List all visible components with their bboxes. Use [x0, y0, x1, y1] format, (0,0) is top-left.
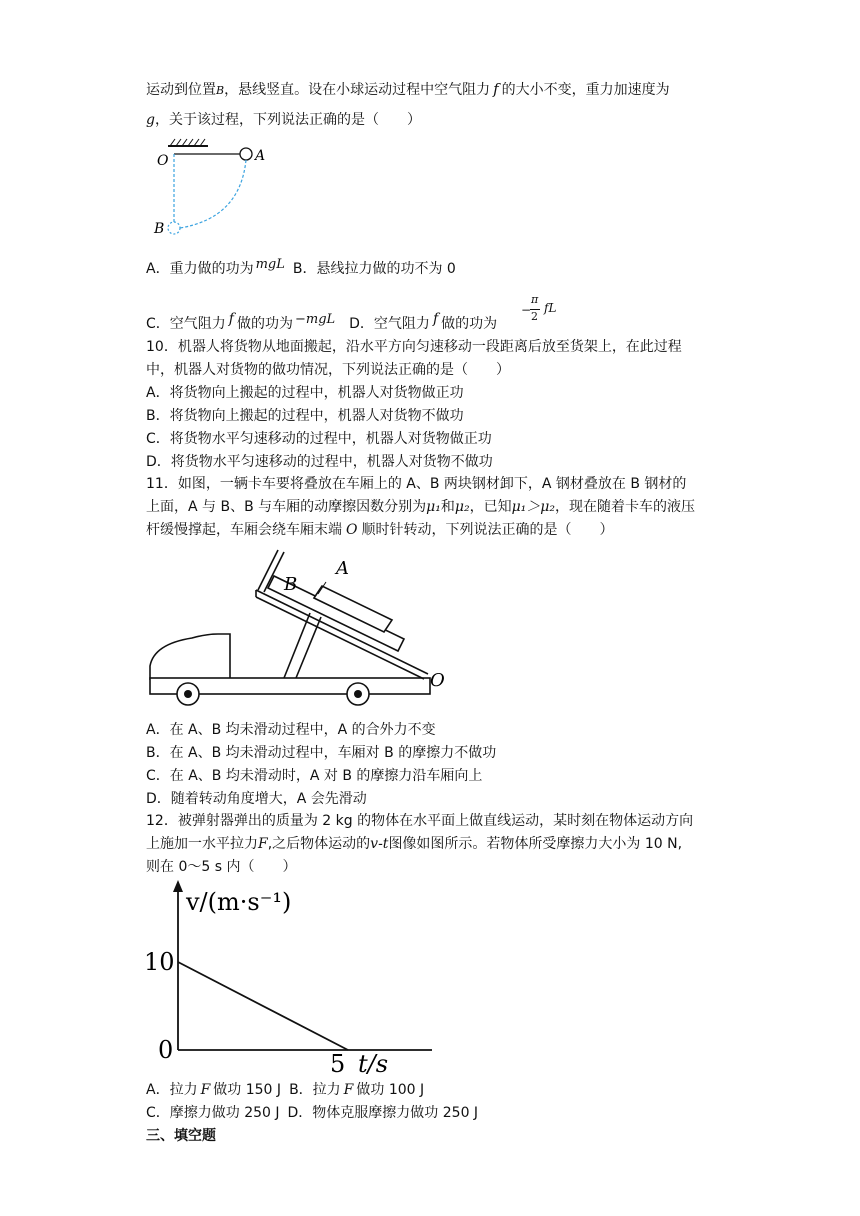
symbol-mu2: μ₂	[454, 499, 470, 515]
option-B: B．拉力	[289, 1082, 341, 1098]
text: ，已知	[469, 499, 512, 515]
text: ，关于该过程，下列说法正确的是（ ）	[154, 112, 421, 128]
text: 运动到位置	[146, 82, 216, 98]
q11-option-A: A．在 A、B 均未滑动过程中，A 的合外力不变	[146, 722, 436, 738]
text: 上面，A 与 B、B 与车厢的动摩擦因数分别为	[146, 499, 427, 515]
option-A: A．拉力	[146, 1082, 198, 1098]
text: 做的功为	[441, 316, 498, 332]
q10-option-A: A．将货物向上搬起的过程中，机器人对货物做正功	[146, 385, 464, 401]
option-B: B．悬线拉力做的功不为 0	[292, 261, 456, 277]
q12-stem-line-3: 则在 0～5 s 内（ ）	[146, 859, 297, 875]
y-axis-label: v/(m·s⁻¹)	[186, 888, 292, 916]
y-axis-arrow	[173, 880, 183, 892]
text: ，悬线竖直。设在小球运动过程中空气阻力	[224, 82, 491, 98]
truck-cab	[150, 634, 230, 680]
pendulum-figure	[140, 138, 280, 242]
arc-path	[180, 160, 246, 228]
option-D: D．物体克服摩擦力做功 250 J	[287, 1105, 479, 1121]
text: 上施加一水平拉力	[146, 836, 258, 852]
label-B: B	[154, 221, 165, 237]
q12-options-CD	[146, 1103, 478, 1123]
label-A: A	[255, 148, 266, 164]
text: ，现在随着卡车的液压	[555, 499, 695, 515]
q11-stem-line-3	[146, 520, 613, 540]
q11-option-B: B．在 A、B 均未滑动过程中，车厢对 B 的摩擦力不做功	[146, 745, 497, 761]
q11-option-D: D．随着转动角度增大，A 会先滑动	[146, 791, 367, 807]
q10-stem-line-1: 10．机器人将货物从地面搬起，沿水平方向匀速移动一段距离后放至货架上，在此过程	[146, 339, 682, 355]
q10-option-B: B．将货物向上搬起的过程中，机器人对货物不做功	[146, 408, 464, 424]
text: 和	[440, 499, 455, 515]
ceiling-hatch	[170, 139, 205, 146]
math-fraction-D	[521, 293, 581, 332]
text: 杆缓慢撑起，车厢会绕车厢末端	[146, 522, 342, 538]
q11-stem-line-2	[146, 497, 695, 517]
label-A: A	[336, 558, 349, 579]
q9-stem-line-2	[146, 110, 421, 130]
option-D: D．空气阻力	[349, 316, 430, 332]
math-mgL: mgL	[255, 257, 285, 272]
q12-stem-line-2	[146, 834, 682, 854]
label-O: O	[430, 670, 445, 691]
symbol-f: f	[493, 80, 499, 98]
symbol-O: O	[346, 522, 358, 538]
q12-options-AB	[146, 1080, 424, 1100]
x-tick-label: 5	[330, 1050, 346, 1078]
text: 做功 100 J	[356, 1082, 425, 1098]
wheel-rear-hub	[354, 690, 362, 698]
ball-A	[240, 148, 252, 160]
symbol-vt: v-t	[370, 836, 389, 852]
math-fL: fL	[544, 301, 557, 315]
q10-option-C: C．将货物水平匀速移动的过程中，机器人对货物做正功	[146, 431, 492, 447]
fraction-denominator: 2	[531, 310, 538, 323]
option-C: C．摩擦力做功 250 J	[146, 1105, 280, 1121]
q9-options-CD	[146, 311, 498, 335]
origin-label: 0	[158, 1036, 174, 1064]
option-A: A．重力做的功为	[146, 261, 254, 277]
minus-sign: −	[521, 303, 532, 317]
symbol-g: g	[146, 112, 155, 128]
q12-stem-line-1: 12．被弹射器弹出的质量为 2 kg 的物体在水平面上做直线运动，某时刻在物体运动方向	[146, 813, 694, 829]
q9-options-AB	[146, 259, 456, 280]
text: 的大小不变，重力加速度为	[501, 82, 670, 98]
symbol-f: f	[228, 311, 234, 327]
symbol-F: F	[258, 836, 268, 852]
text: ,之后物体运动的	[267, 836, 371, 852]
symbol-F: F	[200, 1082, 211, 1098]
truck-figure	[146, 548, 456, 708]
symbol-B: B	[216, 84, 225, 97]
symbol-f: f	[432, 311, 439, 327]
fraction-numerator: π	[531, 293, 539, 306]
y-tick-label: 10	[144, 948, 175, 976]
symbol-F: F	[343, 1082, 354, 1098]
label-O: O	[157, 153, 169, 169]
vt-line	[178, 962, 348, 1050]
text: 顺时针转动，下列说法正确的是（ ）	[361, 522, 614, 538]
relation-mu: μ₁＞μ₂	[511, 499, 555, 515]
text: 图像如图所示。若物体所受摩擦力大小为 10 N,	[388, 836, 683, 852]
label-B: B	[284, 574, 298, 595]
section-title: 三、填空题	[146, 1128, 216, 1144]
vt-chart	[140, 878, 450, 1078]
q11-option-C: C．在 A、B 均未滑动时，A 对 B 的摩擦力沿车厢向上	[146, 768, 483, 784]
text: 做功 150 J	[213, 1082, 282, 1098]
q9-stem-line-1	[146, 79, 670, 101]
symbol-mu1: μ₁	[426, 499, 441, 515]
option-C: C．空气阻力	[146, 316, 226, 332]
series-group	[178, 962, 348, 1050]
wheel-front-hub	[184, 690, 192, 698]
x-axis-label: t/s	[358, 1050, 389, 1078]
q10-option-D: D．将货物水平匀速移动的过程中，机器人对货物不做功	[146, 454, 493, 470]
hydraulic-rod	[284, 613, 310, 678]
q10-stem-line-2: 中，机器人对货物的做功情况，下列说法正确的是（ ）	[146, 362, 510, 378]
q11-stem-line-1: 11．如图，一辆卡车要将叠放在车厢上的 A、B 两块钢材卸下，A 钢材叠放在 B 钢材的	[146, 476, 687, 492]
math-neg-mgL: −mgL	[294, 312, 336, 327]
ball-B	[168, 222, 180, 234]
text: 做的功为	[236, 316, 293, 332]
